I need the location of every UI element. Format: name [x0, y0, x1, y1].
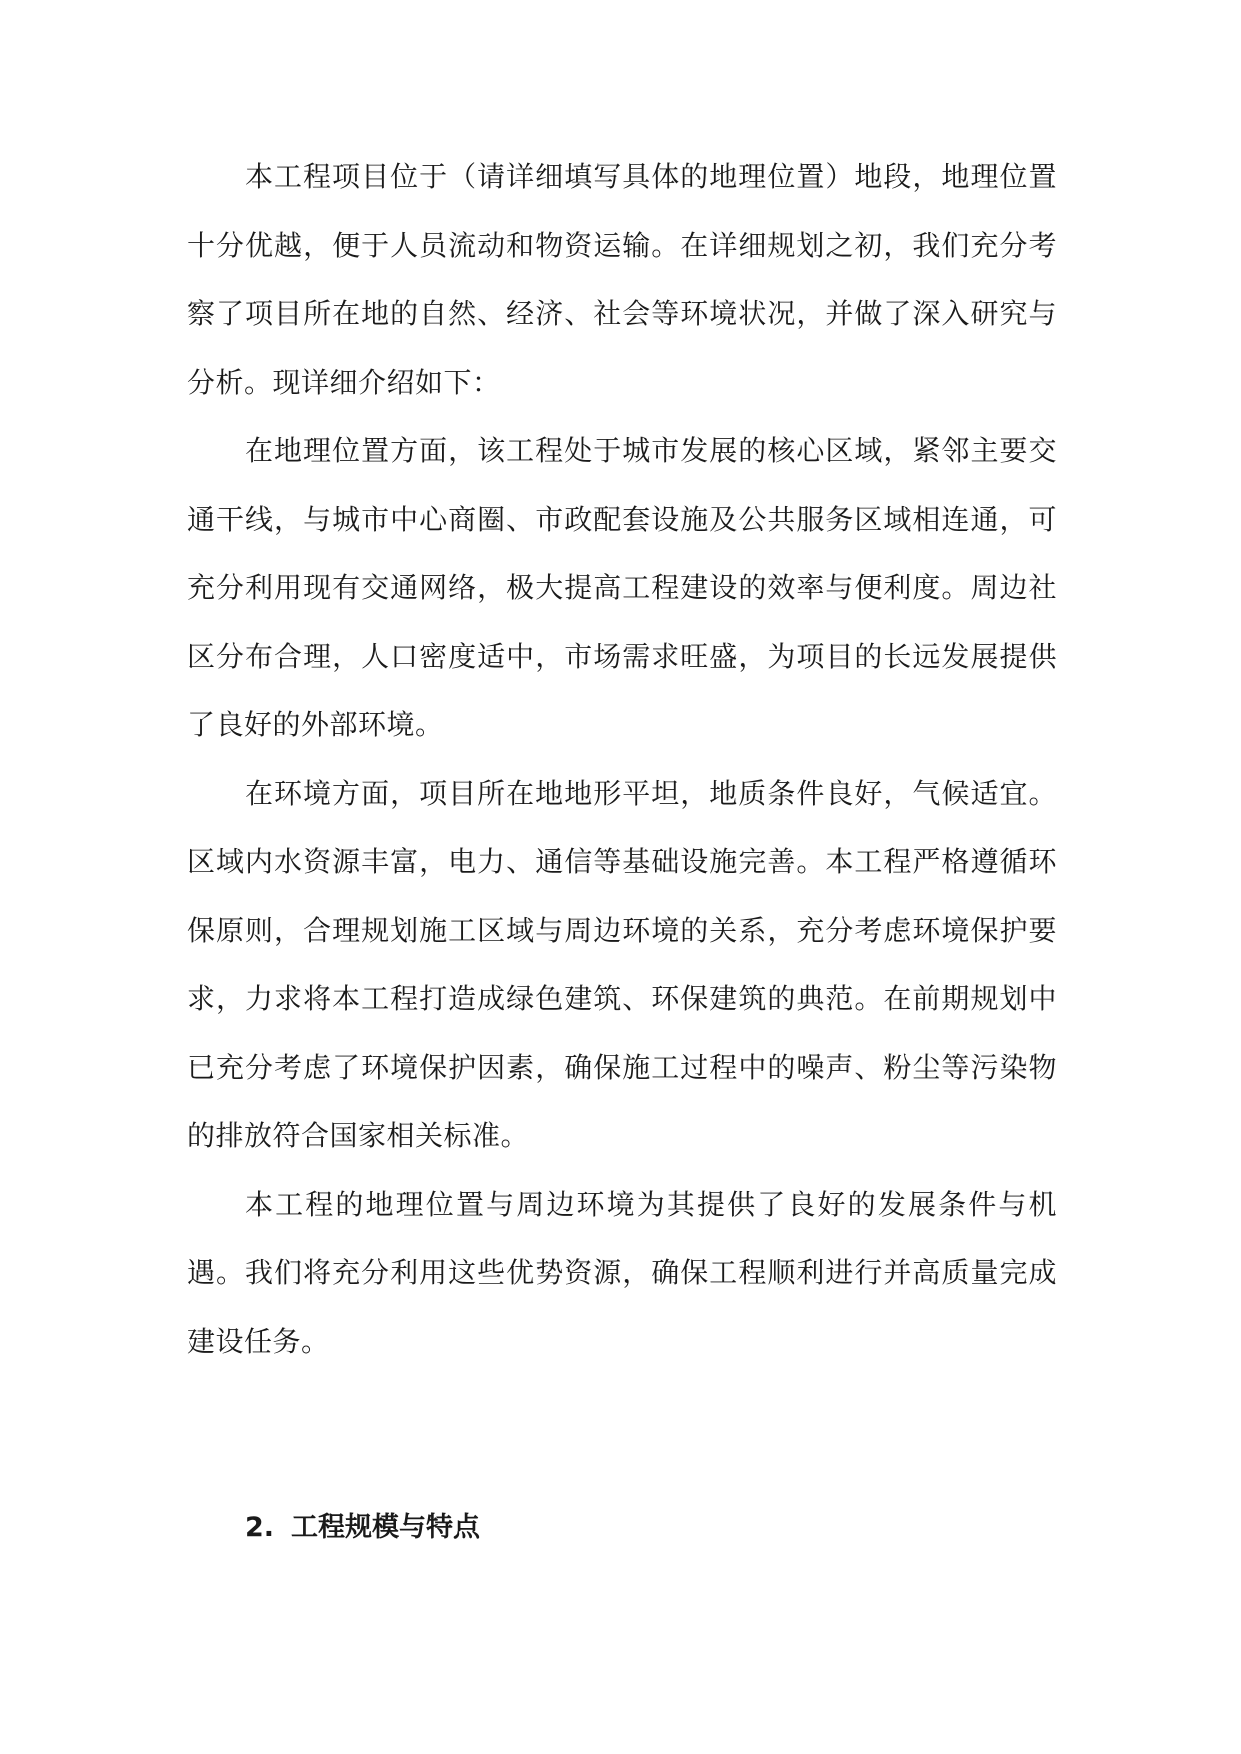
paragraph-conclusion: 本工程的地理位置与周边环境为其提供了良好的发展条件与机遇。我们将充分利用这些优势资源，确保工程顺利进行并高质量完成建设任务。	[187, 1187, 1057, 1358]
paragraph-location-intro: 本工程项目位于（请详细填写具体的地理位置）地段，地理位置十分优越，便于人员流动和物资运输。在详细规划之初，我们充分考察了项目所在地的自然、经济、社会等环境状况，并做了深入研究与分析。现详细介绍如下：	[187, 160, 1057, 399]
section-number: 2.	[245, 1512, 275, 1543]
paragraph-environment: 在环境方面，项目所在地地形平坦，地质条件良好，气候适宜。区域内水资源丰富，电力、通信等基础设施完善。本工程严格遵循环保原则，合理规划施工区域与周边环境的关系，充分考虑环境保护要求，力求将本工程打造成绿色建筑、环保建筑的典范。在前期规划中已充分考虑了环境保护因素，确保施工过程中的噪声、粉尘等污染物的排放符合国家相关标准。	[187, 776, 1057, 1152]
section-heading	[245, 1508, 480, 1548]
section-title: 工程规模与特点	[291, 1512, 480, 1543]
document-body	[187, 143, 1057, 1376]
paragraph-geographic-position: 在地理位置方面，该工程处于城市发展的核心区域，紧邻主要交通干线，与城市中心商圈、市政配套设施及公共服务区域相连通，可充分利用现有交通网络，极大提高工程建设的效率与便利度。周边社区分布合理，人口密度适中，市场需求旺盛，为项目的长远发展提供了良好的外部环境。	[187, 434, 1057, 741]
